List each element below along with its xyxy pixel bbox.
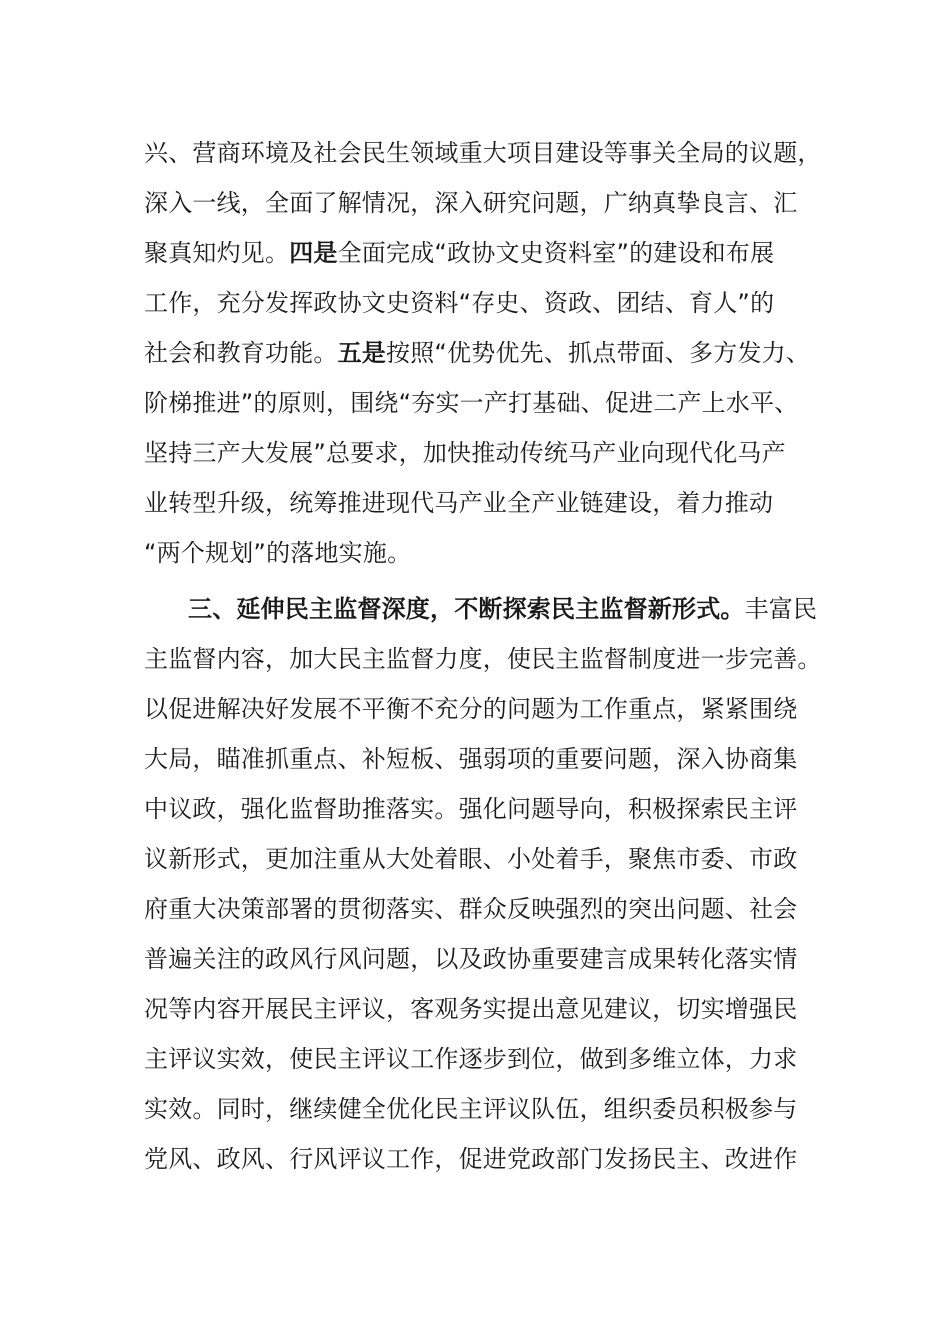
text-run: 按照“优势优先、抓点带面、多方发力、 — [386, 339, 811, 367]
text-line: 党风、政风、行风评议工作，促进党政部门发扬民主、改进作 — [144, 1145, 798, 1173]
text-line: 坚持三产大发展”总要求，加快推动传统马产业向现代化马产 — [144, 439, 786, 467]
bold-marker-four: 四是 — [289, 239, 338, 267]
text-line: 实效。同时，继续健全优化民主评议队伍，组织委员积极参与 — [144, 1095, 798, 1123]
text-line: 工作，充分发挥政协文史资料“存史、资政、团结、育人”的 — [144, 289, 775, 317]
section-heading-line — [144, 584, 816, 634]
text-line: 兴、营商环境及社会民生领域重大项目建设等事关全局的议题， — [144, 139, 822, 167]
text-line: 况等内容开展民主评议，客观务实提出意见建议，切实增强民 — [144, 995, 798, 1023]
text-line: 大局，瞄准抓重点、补短板、强弱项的重要问题，深入协商集 — [144, 745, 798, 773]
text-run: 丰富民 — [744, 595, 818, 623]
section-heading: 三、延伸民主监督深度，不断探索民主监督新形式。 — [188, 595, 745, 623]
text-run: 社会和教育功能。 — [144, 339, 338, 367]
paragraph-1 — [144, 128, 822, 578]
text-line: 普遍关注的政风行风问题，以及政协重要建言成果转化落实情 — [144, 945, 798, 973]
text-line — [144, 328, 816, 378]
text-line: 中议政，强化监督助推落实。强化问题导向，积极探索民主评 — [144, 795, 798, 823]
text-line: “两个规划”的落地实施。 — [144, 539, 412, 567]
text-line: 主监督内容，加大民主监督力度，使民主监督制度进一步完善。 — [144, 645, 822, 673]
text-run: 全面完成“政协文史资料室”的建设和布展 — [337, 239, 775, 267]
text-line: 议新形式，更加注重从大处着眼、小处着手，聚焦市委、市政 — [144, 845, 798, 873]
text-line: 主评议实效，使民主评议工作逐步到位，做到多维立体，力求 — [144, 1045, 798, 1073]
text-line: 阶梯推进”的原则，围绕“夯实一产打基础、促进二产上水平、 — [144, 389, 799, 417]
text-line: 业转型升级，统筹推进现代马产业全产业链建设，着力推动 — [144, 489, 774, 517]
paragraph-2 — [144, 584, 822, 1184]
text-line: 府重大决策部署的贯彻落实、群众反映强烈的突出问题、社会 — [144, 895, 798, 923]
bold-marker-five: 五是 — [337, 339, 387, 367]
text-line — [144, 228, 816, 278]
text-line: 以促进解决好发展不平衡不充分的问题为工作重点，紧紧围绕 — [144, 695, 798, 723]
text-line: 深入一线，全面了解情况，深入研究问题，广纳真挚良言、汇 — [144, 189, 798, 217]
text-run: 聚真知灼见。 — [144, 239, 290, 267]
